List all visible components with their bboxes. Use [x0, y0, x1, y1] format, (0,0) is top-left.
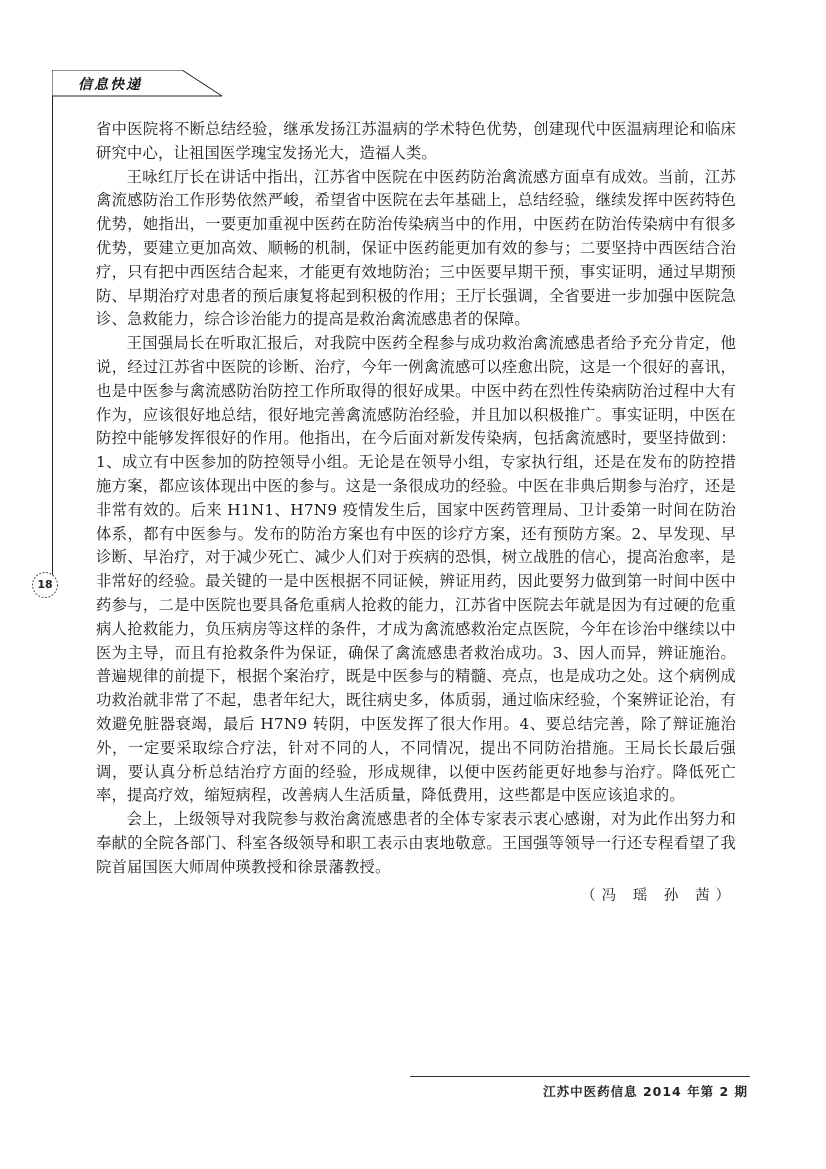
section-label: 信息快递 — [78, 77, 142, 93]
footer-rule — [410, 1076, 750, 1077]
journal-footer: 江苏中医药信息 2014 年第 2 期 — [543, 1084, 748, 1099]
article-body — [96, 118, 736, 908]
paragraph-2: 王咏红厅长在讲话中指出，江苏省中医院在中医药防治禽流感方面卓有成效。当前，江苏禽流感防治工作形势依然严峻，希望省中医院在去年基础上，总结经验，继续发挥中医药特色优势，她指出，一要更加重视中医药在防治传染病当中的作用，中医药在防治传染病中有很多优势，要建立更加高效、顺畅的机制，保证中医药能更加有效的参与；二要坚持中西医结合治疗，只有把中西医结合起来，才能更有效地防治；三中医要早期干预，事实证明，通过早期预防、早期治疗对患者的预后康复将起到积极的作用；王厅长强调，全省要进一步加强中医院急诊、急救能力，综合诊治能力的提高是救治禽流感患者的保障。 — [96, 167, 736, 329]
left-margin-rule — [52, 96, 53, 578]
page-number-badge — [31, 571, 59, 599]
paragraph-4: 会上，上级领导对我院参与救治禽流感患者的全体专家表示衷心感谢，对为此作出努力和奉献的全院各部门、科室各级领导和职工表示由衷地敬意。王国强等领导一行还专程看望了我院首届国医大师周仲瑛教授和徐景藩教授。 — [96, 810, 736, 876]
paragraph-3: 王国强局长在听取汇报后，对我院中医药全程参与成功救治禽流感患者给予充分肯定，他说，经过江苏省中医院的诊断、治疗，今年一例禽流感可以痊愈出院，这是一个很好的喜讯，也是中医参与禽流感防治防控工作所取得的很好成果。中医中药在烈性传染病防治过程中大有作为，应该很好地总结，很好地完善禽流感防治经验，并且加以积极推广。事实证明，中医在防控中能够发挥很好的作用。他指出，在今后面对新发传染病，包括禽流感时，要坚持做到：1、成立有中医参加的防控领导小组。无论是在领导小组，专家执行组，还是在发布的防控措施方案，都应该体现出中医的参与。这是一条很成功的经验。中医在非典后期参与治疗，还是非常有效的。后来 H1N1、H7N9 疫情发生后，国家中医药管理局、卫计委第一时间在防治体系，都有中医参与。发布的防治方案也有中医的诊疗方案，还有预防方案。2、早发现、早诊断、早治疗，对于减少死亡、减少人们对于疾病的恐惧，树立战胜的信心，提高治愈率，是非常好的经验。最关键的一是中医根据不同证候，辨证用药，因此要努力做到第一时间中医中药参与，二是中医院也要具备危重病人抢救的能力，江苏省中医院去年就是因为有过硬的危重病人抢救能力，负压病房等这样的条件，才成为禽流感救治定点医院，今年在诊治中继续以中医为主导，而且有抢救条件为保证，确保了禽流感患者救治成功。3、因人而异，辨证施治。普遍规律的前提下，根据个案治疗，既是中医参与的精髓、亮点，也是成功之处。这个病例成功救治就非常了不起，患者年纪大，既往病史多，体质弱，通过临床经验，个案辨证论治，有效避免脏器衰竭，最后 H7N9 转阴，中医发挥了很大作用。4、要总结完善，除了辩证施治外，一定要采取综合疗法，针对不同的人，不同情况，提出不同防治措施。王局长长最后强调，要认真分析总结治疗方面的经验，形成规律，以便中医药能更好地参与治疗。降低死亡率，提高疗效，缩短病程，改善病人生活质量，降低费用，这些都是中医应该追求的。 — [96, 334, 736, 805]
paragraph-1: 省中医院将不断总结经验，继承发扬江苏温病的学术特色优势，创建现代中医温病理论和临床研究中心，让祖国医学瑰宝发扬光大，造福人类。 — [96, 120, 736, 162]
author-signature: （冯 瑶 孙 茜） — [581, 887, 736, 904]
page-number: 18 — [37, 578, 53, 591]
section-header-tab — [52, 70, 222, 96]
